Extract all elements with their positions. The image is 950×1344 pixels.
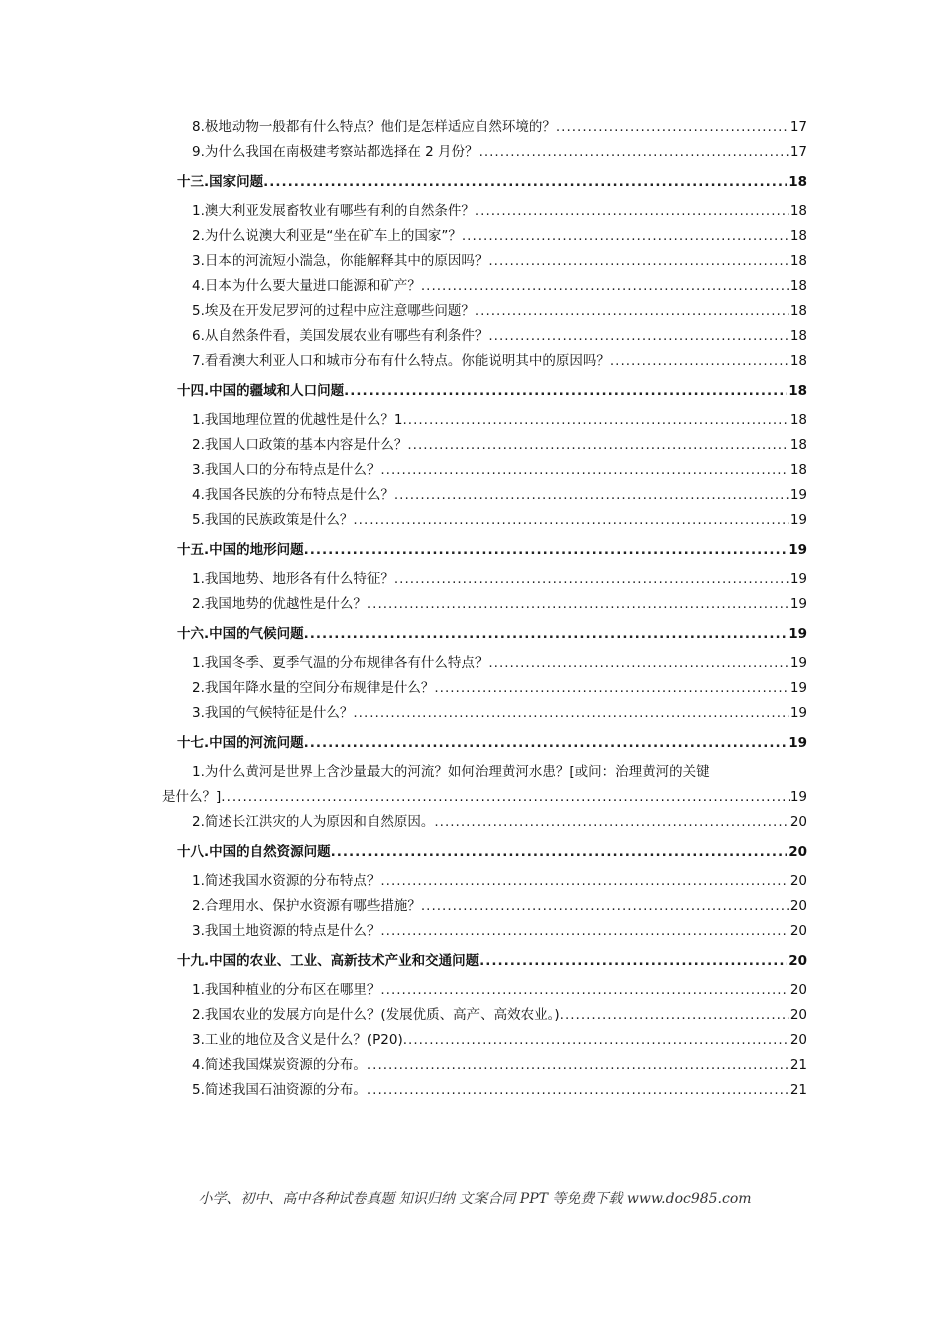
toc-entry-title: 2.我国地势的优越性是什么？: [192, 596, 367, 612]
page-number: 18: [789, 462, 807, 478]
page-number: 19: [789, 487, 807, 503]
toc-item[interactable]: [162, 701, 807, 726]
toc-item[interactable]: [162, 567, 807, 592]
page-number: 17: [789, 119, 807, 135]
page-number: 19: [789, 512, 807, 528]
page-number: 20: [789, 873, 807, 889]
toc-entry-title: 3.我国人口的分布特点是什么？: [192, 462, 381, 478]
toc-entry-title: 十六.中国的气候问题: [177, 626, 304, 642]
toc-entry-title: 1.我国种植业的分布区在哪里？: [192, 982, 381, 998]
dot-leader: [421, 274, 789, 299]
page-number: 18: [789, 353, 807, 369]
dot-leader: [407, 433, 788, 458]
toc-entry-title: 十七.中国的河流问题: [177, 735, 304, 751]
dot-leader: [479, 949, 787, 974]
toc-item[interactable]: [162, 676, 807, 701]
dot-leader: [367, 1053, 789, 1078]
dot-leader: [304, 622, 788, 647]
toc-item[interactable]: [162, 433, 807, 458]
dot-leader: [331, 840, 788, 865]
toc-entry-title-line1: 1.为什么黄河是世界上含沙量最大的河流？如何治理黄河水患？[或问：治理黄河的关键: [192, 764, 710, 780]
toc-item[interactable]: [162, 299, 807, 324]
toc-entry-title: 1.澳大利亚发展畜牧业有哪些有利的自然条件？: [192, 203, 475, 219]
toc-item[interactable]: [162, 140, 807, 165]
dot-leader: [434, 676, 788, 701]
page-number: 18: [789, 228, 807, 244]
page-number: 19: [789, 680, 807, 696]
toc-item[interactable]: [162, 919, 807, 944]
dot-leader: [380, 919, 788, 944]
toc-item[interactable]: [162, 458, 807, 483]
toc-section-heading[interactable]: [162, 538, 807, 563]
dot-leader: [367, 592, 789, 617]
toc-entry-title: 3.工业的地位及含义是什么？(P20): [192, 1032, 403, 1048]
page-number: 19: [788, 542, 807, 558]
toc-entry-title: 5.我国的民族政策是什么？: [192, 512, 354, 528]
toc-entry-title: 9.为什么我国在南极建考察站都选择在 2 月份？: [192, 144, 479, 160]
page-number: 19: [789, 596, 807, 612]
toc-entry-title: 6.从自然条件看，美国发展农业有哪些有利条件？: [192, 328, 489, 344]
toc-item[interactable]: [162, 592, 807, 617]
table-of-contents: [162, 115, 807, 1103]
dot-leader: [367, 1078, 789, 1103]
dot-leader: [394, 483, 789, 508]
dot-leader: [403, 1028, 789, 1053]
toc-item[interactable]: [162, 115, 807, 140]
toc-item-wrapped[interactable]: [162, 760, 807, 810]
toc-entry-title: 1.我国地理位置的优越性是什么？1: [192, 412, 403, 428]
page-number: 20: [789, 923, 807, 939]
toc-item[interactable]: [162, 199, 807, 224]
dot-leader: [434, 810, 788, 835]
toc-entry-title: 十三.国家问题: [177, 174, 264, 190]
page-number: 18: [789, 328, 807, 344]
toc-entry-title: 2.简述长江洪灾的人为原因和自然原因。: [192, 814, 435, 830]
dot-leader: [221, 785, 790, 810]
page-number: 18: [789, 203, 807, 219]
dot-leader: [610, 349, 789, 374]
page-number: 19: [789, 789, 807, 805]
dot-leader: [475, 199, 789, 224]
dot-leader: [263, 170, 787, 195]
dot-leader: [488, 324, 788, 349]
page-number: 19: [788, 626, 807, 642]
page-number: 19: [789, 705, 807, 721]
dot-leader: [560, 1003, 789, 1028]
toc-entry-title: 4.简述我国煤炭资源的分布。: [192, 1057, 367, 1073]
toc-entry-title: 4.日本为什么要大量进口能源和矿产？: [192, 278, 421, 294]
page-number: 20: [789, 814, 807, 830]
dot-leader: [353, 508, 788, 533]
toc-entry-title: 1.简述我国水资源的分布特点？: [192, 873, 381, 889]
toc-entry-title: 3.我国土地资源的特点是什么？: [192, 923, 381, 939]
dot-leader: [380, 458, 788, 483]
toc-section-heading[interactable]: [162, 731, 807, 756]
toc-entry-title: 7.看看澳大利亚人口和城市分布有什么特点。你能说明其中的原因吗？: [192, 353, 610, 369]
toc-item[interactable]: [162, 651, 807, 676]
dot-leader: [353, 701, 788, 726]
dot-leader: [304, 538, 788, 563]
toc-entry-title: 2.我国人口政策的基本内容是什么？: [192, 437, 408, 453]
toc-item[interactable]: [162, 1078, 807, 1103]
toc-section-heading[interactable]: [162, 949, 807, 974]
page-number: 19: [789, 571, 807, 587]
page-number: 20: [789, 1032, 807, 1048]
dot-leader: [344, 379, 787, 404]
page-number: 18: [789, 412, 807, 428]
page-number: 17: [789, 144, 807, 160]
toc-entry-title: 2.合理用水、保护水资源有哪些措施？: [192, 898, 421, 914]
toc-entry-title: 3.日本的河流短小湍急，你能解释其中的原因吗？: [192, 253, 489, 269]
page-number: 18: [789, 303, 807, 319]
page-number: 19: [789, 655, 807, 671]
toc-item[interactable]: [162, 483, 807, 508]
toc-section-heading[interactable]: [162, 622, 807, 647]
dot-leader: [304, 731, 788, 756]
toc-item[interactable]: [162, 224, 807, 249]
dot-leader: [380, 869, 788, 894]
toc-item[interactable]: [162, 324, 807, 349]
toc-entry-title: 5.简述我国石油资源的分布。: [192, 1082, 367, 1098]
toc-item[interactable]: [162, 349, 807, 374]
dot-leader: [556, 115, 789, 140]
page-number: 20: [789, 898, 807, 914]
toc-entry-title: 十四.中国的疆域和人口问题: [177, 383, 345, 399]
dot-leader: [394, 567, 789, 592]
toc-entry-title: 2.为什么说澳大利亚是“坐在矿车上的国家”？: [192, 228, 462, 244]
dot-leader: [479, 140, 789, 165]
toc-entry-title: 1.我国地势、地形各有什么特征？: [192, 571, 394, 587]
page-number: 20: [789, 1007, 807, 1023]
toc-item[interactable]: [162, 894, 807, 919]
toc-entry-title-line2: 是什么？]: [162, 789, 222, 805]
dot-leader: [402, 408, 788, 433]
toc-item[interactable]: [162, 1053, 807, 1078]
toc-item[interactable]: [162, 274, 807, 299]
toc-entry-title: 十九.中国的农业、工业、高新技术产业和交通问题: [177, 953, 480, 969]
page-number: 20: [788, 844, 807, 860]
toc-entry-title: 3.我国的气候特征是什么？: [192, 705, 354, 721]
page-number: 19: [788, 735, 807, 751]
dot-leader: [380, 978, 788, 1003]
dot-leader: [475, 299, 789, 324]
page-number: 18: [788, 383, 807, 399]
page-number: 18: [789, 278, 807, 294]
dot-leader: [462, 224, 789, 249]
toc-entry-title: 4.我国各民族的分布特点是什么？: [192, 487, 394, 503]
toc-item[interactable]: [162, 810, 807, 835]
dot-leader: [421, 894, 789, 919]
page-number: 20: [788, 953, 807, 969]
dot-leader: [488, 249, 788, 274]
toc-item[interactable]: [162, 1028, 807, 1053]
toc-entry-title: 十五.中国的地形问题: [177, 542, 304, 558]
toc-entry-title: 2.我国年降水量的空间分布规律是什么？: [192, 680, 435, 696]
toc-item[interactable]: [162, 408, 807, 433]
toc-item[interactable]: [162, 1003, 807, 1028]
toc-item[interactable]: [162, 249, 807, 274]
toc-entry-title: 1.我国冬季、夏季气温的分布规律各有什么特点？: [192, 655, 489, 671]
toc-section-heading[interactable]: [162, 170, 807, 195]
toc-entry-title: 十八.中国的自然资源问题: [177, 844, 331, 860]
toc-item[interactable]: [162, 508, 807, 533]
page-number: 21: [789, 1057, 807, 1073]
toc-item[interactable]: [162, 869, 807, 894]
page-number: 20: [789, 982, 807, 998]
toc-section-heading[interactable]: [162, 840, 807, 865]
toc-section-heading[interactable]: [162, 379, 807, 404]
page-number: 18: [788, 174, 807, 190]
page-number: 18: [789, 437, 807, 453]
toc-entry-title: 2.我国农业的发展方向是什么？(发展优质、高产、高效农业。): [192, 1007, 560, 1023]
toc-entry-title: 5.埃及在开发尼罗河的过程中应注意哪些问题？: [192, 303, 475, 319]
toc-entry-title: 8.极地动物一般都有什么特点？他们是怎样适应自然环境的？: [192, 119, 556, 135]
page-footer: 小学、初中、高中各种试卷真题 知识归纳 文案合同 PPT 等免费下载 www.doc985.com: [198, 1191, 752, 1207]
dot-leader: [488, 651, 788, 676]
page-number: 18: [789, 253, 807, 269]
toc-item[interactable]: [162, 978, 807, 1003]
page-number: 21: [789, 1082, 807, 1098]
